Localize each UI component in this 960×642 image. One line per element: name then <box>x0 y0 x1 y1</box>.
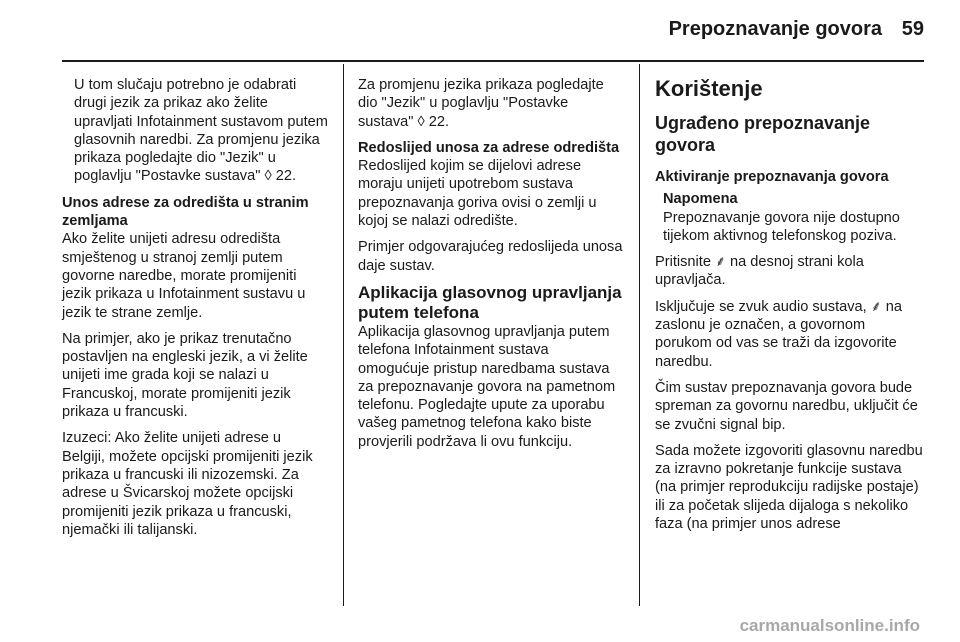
page-header-title: Prepoznavanje govora <box>668 18 882 40</box>
heading-address-order: Redoslijed unosa za adrese odredišta <box>358 139 620 156</box>
column-divider-1 <box>343 64 344 606</box>
paragraph-order-example: Primjer odgovarajućeg redoslijeda unosa daje sustav. <box>358 239 623 274</box>
column-3 <box>655 76 925 541</box>
watermark: carmanualsonline.info <box>739 616 920 635</box>
heading-builtin-recognition: Ugrađeno prepoznavanje govora <box>655 113 871 155</box>
paragraph-press-button: Pritisnite ⸙ na desnoj strani kola upravljača. <box>655 254 864 289</box>
column-2 <box>358 76 624 459</box>
address-order-block <box>358 139 624 230</box>
heading-activate-recognition: Aktiviranje prepoznavanja govora <box>655 169 889 185</box>
paragraph-address-order: Redoslijed kojim se dijelovi adrese moraju unijeti upotrebom sustava prepoznavanja goriva ovisi o zemlji u kojoj se nalazi odredište. <box>358 158 597 230</box>
paragraph-audio-muted: Isključuje se zvuk audio sustava, ⸙ na zaslonu je označen, a govornom porukom od vas se traži da izgovorite naredbu. <box>655 298 903 370</box>
paragraph-beep: Čim sustav prepoznavanja govora bude spreman za govornu naredbu, uključit će se zvučni signal bip. <box>655 379 918 433</box>
paragraph-example: Na primjer, ako je prikaz trenutačno postavljen na engleski jezik, a vi želite unijeti ime grada koji se nalazi u Francuskoj, morate promijeniti jezik prikaza u francuski. <box>62 330 308 421</box>
note-text: Prepoznavanje govora nije dostupno tijekom aktivnog telefonskog poziva. <box>663 209 900 244</box>
paragraph-language-change: Za promjenu jezika prikaza pogledajte dio "Jezik" u poglavlju "Postavke sustava" ◊ 22. <box>358 77 604 130</box>
header-divider <box>62 60 924 62</box>
heading-phone-voice-app: Aplikacija glasovnog upravljanja putem telefona <box>358 282 622 322</box>
paragraph-exceptions: Izuzeci: Ako želite unijeti adrese u Belgiji, možete opcijski promijeniti jezik prikaza u francuski ili nizozemski. Za adrese u Švicarskoj možete opcijski promijeniti jezik prikaza u francuski, njemački ili talijanski. <box>62 430 313 538</box>
paragraph-foreign-address: Ako želite unijeti adresu odredišta smještenog u stranoj zemlji putem govorne naredbe, morate promijeniti jezik prikaza u Infotainment sustavu u jezik te strane zemlje. <box>62 231 306 321</box>
paragraph-phone-voice-app: Aplikacija glasovnog upravljanja putem telefona Infotainment sustava omogućuje pristup naredbama sustava za prepoznavanje govora na pametnom telefonu. Pogledajte upute za uporabu vašeg pametnog telefona kako biste provjerili podržava li ovu funkciju. <box>358 323 616 450</box>
column-1 <box>62 76 328 547</box>
note-block <box>655 190 925 245</box>
paragraph-speak-command: Sada možete izgovoriti glasovnu naredbu za izravno pokretanje funkcije sustava (na primjer reprodukciju radijske postaje) ili za početak slijeda dijaloga s nekoliko faza (na primjer unos adrese <box>655 442 923 533</box>
column-divider-2 <box>639 64 640 606</box>
heading-foreign-address: Unos adrese za odredišta u stranim zemljama <box>62 194 309 230</box>
paragraph-language-note: U tom slučaju potrebno je odabrati drugi jezik za prikaz ako želite upravljati Infotainment sustavom putem glasovnih naredbi. Za promjenu jezika prikaza pogledajte dio "Jezik" u poglavlju "Postavke sustava" ◊ 22. <box>74 77 328 185</box>
note-title: Napomena <box>663 191 738 208</box>
heading-usage: Korištenje <box>655 76 763 101</box>
page-number: 59 <box>901 18 924 40</box>
foreign-address-block <box>62 194 328 322</box>
